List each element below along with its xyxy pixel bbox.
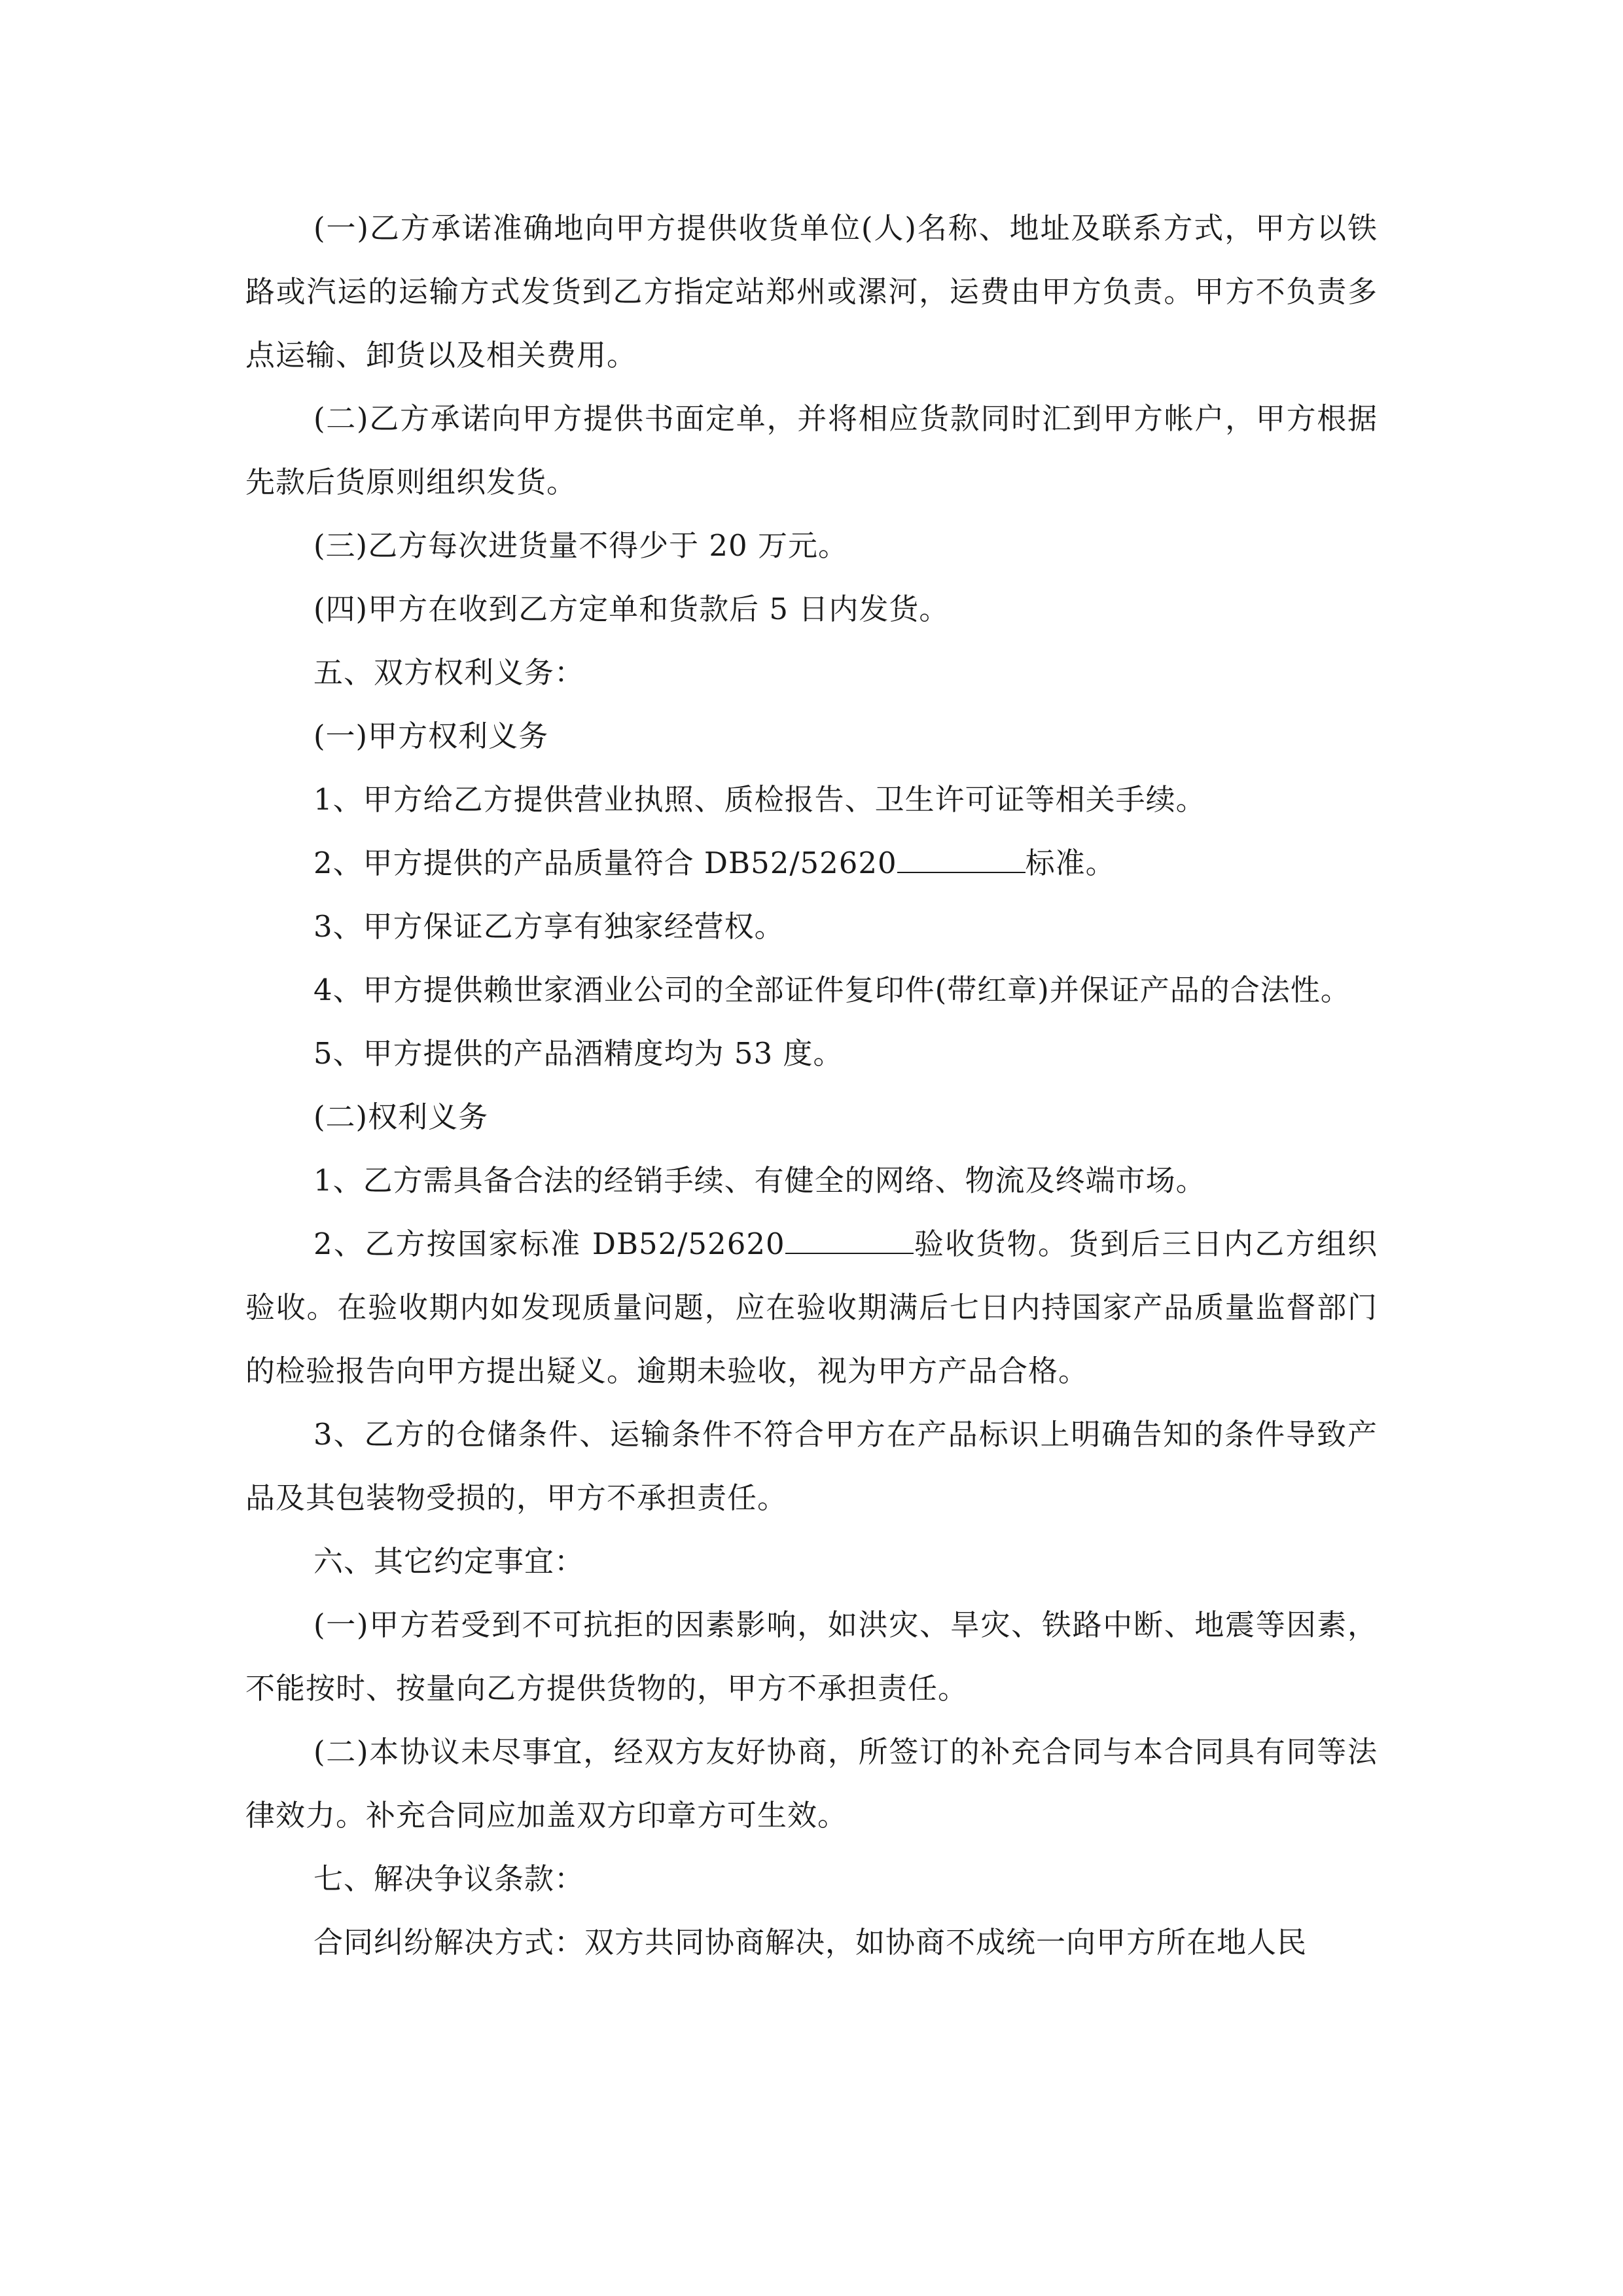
paragraph-party-a-item-1: 1、甲方给乙方提供营业执照、质检报告、卫生许可证等相关手续。 — [313, 782, 1206, 817]
standard-blank-line — [897, 843, 1026, 873]
paragraph-party-b-item-2 — [245, 1212, 1378, 1403]
section-heading-dispute-resolution: 七、解决争议条款： — [313, 1861, 585, 1896]
paragraph-written-order: (二)乙方承诺向甲方提供书面定单，并将相应货款同时汇到甲方帐户，甲方根据先款后货原则组织发货。 — [245, 401, 1378, 499]
inspection-text-before: 2、乙方按国家标准 DB52/52620 — [313, 1227, 785, 1261]
section-heading-other-matters: 六、其它约定事宜： — [313, 1544, 585, 1579]
paragraph-party-a-item-3: 3、甲方保证乙方享有独家经营权。 — [313, 909, 785, 944]
inspection-blank-line — [785, 1224, 914, 1254]
subheading-rights-obligations: (二)权利义务 — [313, 1100, 489, 1134]
paragraph-party-b-item-3: 3、乙方的仓储条件、运输条件不符合甲方在产品标识上明确告知的条件导致产品及其包装物受损的，甲方不承担责任。 — [245, 1417, 1378, 1515]
paragraph-min-purchase: (三)乙方每次进货量不得少于 20 万元。 — [313, 528, 848, 563]
paragraph-party-a-item-4: 4、甲方提供赖世家酒业公司的全部证件复印件(带红章)并保证产品的合法性。 — [313, 973, 1351, 1007]
paragraph-supplementary-contract: (二)本协议未尽事宜，经双方友好协商，所签订的补充合同与本合同具有同等法律效力。补充合同应加盖双方印章方可生效。 — [245, 1734, 1378, 1833]
section-heading-rights-obligations: 五、双方权利义务： — [313, 655, 585, 690]
paragraph-party-a-item-2 — [245, 831, 1378, 895]
document-body — [245, 196, 1378, 1974]
paragraph-delivery-time: (四)甲方在收到乙方定单和货款后 5 日内发货。 — [313, 592, 950, 626]
subheading-party-a-rights: (一)甲方权利义务 — [313, 719, 549, 753]
inspection-text-after: 验收货物。货到后三日内乙方组织验收。在验收期内如发现质量问题，应在验收期满后七日内持国家产品质量监督部门的检验报告向甲方提出疑义。逾期未验收，视为甲方产品合格。 — [245, 1227, 1378, 1388]
standard-text-before: 2、甲方提供的产品质量符合 DB52/52620 — [313, 846, 897, 880]
paragraph-force-majeure: (一)甲方若受到不可抗拒的因素影响，如洪灾、旱灾、铁路中断、地震等因素，不能按时、按量向乙方提供货物的，甲方不承担责任。 — [245, 1607, 1378, 1706]
standard-text-after: 标准。 — [1025, 846, 1116, 880]
paragraph-party-a-item-5: 5、甲方提供的产品酒精度均为 53 度。 — [313, 1036, 844, 1071]
paragraph-party-b-item-1: 1、乙方需具备合法的经销手续、有健全的网络、物流及终端市场。 — [313, 1163, 1206, 1198]
paragraph-shipping-info: (一)乙方承诺准确地向甲方提供收货单位(人)名称、地址及联系方式，甲方以铁路或汽运的运输方式发货到乙方指定站郑州或漯河，运费由甲方负责。甲方不负责多点运输、卸货以及相关费用。 — [245, 211, 1378, 372]
paragraph-dispute-method: 合同纠纷解决方式：双方共同协商解决，如协商不成统一向甲方所在地人民 — [313, 1925, 1308, 1960]
